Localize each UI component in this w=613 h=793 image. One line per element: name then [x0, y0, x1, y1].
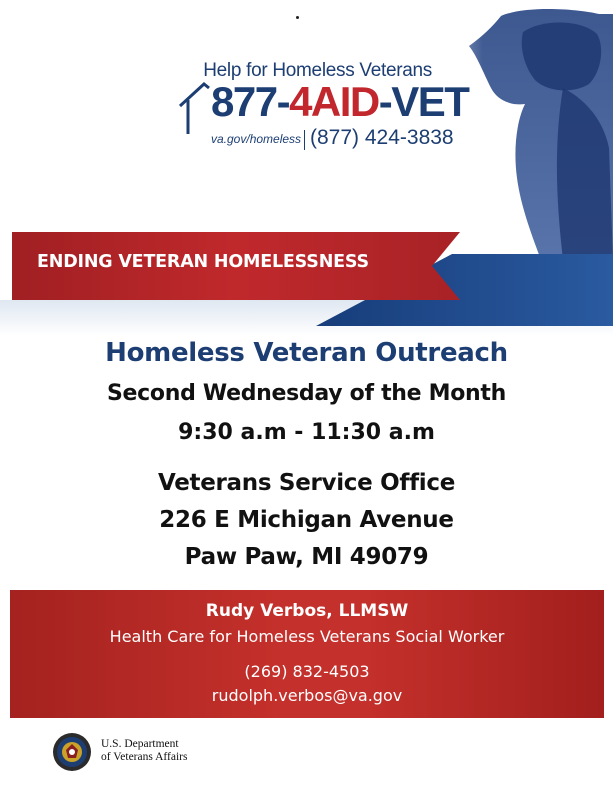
divider	[304, 130, 305, 150]
event-time: 9:30 a.m - 11:30 a.m	[178, 420, 435, 445]
department-line-2: of Veterans Affairs	[101, 751, 188, 763]
house-outline-icon	[178, 80, 212, 136]
speck	[296, 16, 299, 19]
contact-role: Health Care for Homeless Veterans Social Worker	[109, 627, 505, 646]
va-seal-icon	[52, 732, 92, 772]
location-street: 226 E Michigan Avenue	[159, 507, 454, 533]
hotline-number	[211, 80, 468, 124]
department-name	[101, 738, 187, 764]
hotline-phone: (877) 424-3838	[310, 126, 454, 149]
hotline-number-highlight: 4AID	[289, 78, 379, 125]
location-name: Veterans Service Office	[157, 470, 456, 496]
event-title: Homeless Veteran Outreach	[105, 338, 508, 368]
event-schedule: Second Wednesday of the Month	[107, 381, 506, 406]
hotline-url: va.gov/homeless	[211, 132, 302, 146]
banner-text: ENDING VETERAN HOMELESSNESS	[37, 252, 369, 272]
hotline-subtitle: Help for Homeless Veterans	[203, 60, 432, 81]
hotline-number-prefix: 877-	[211, 78, 290, 125]
location-city: Paw Paw, MI 49079	[184, 544, 429, 570]
banner-ribbon	[0, 226, 613, 336]
hotline-number-suffix: -VET	[378, 78, 469, 125]
hotline-logo	[178, 58, 469, 158]
department-line-1: U.S. Department	[101, 738, 179, 750]
contact-box	[10, 590, 604, 718]
contact-phone[interactable]: (269) 832-4503	[244, 662, 370, 681]
contact-name: Rudy Verbos, LLMSW	[205, 601, 409, 621]
contact-email[interactable]: rudolph.verbos@va.gov	[211, 686, 403, 705]
